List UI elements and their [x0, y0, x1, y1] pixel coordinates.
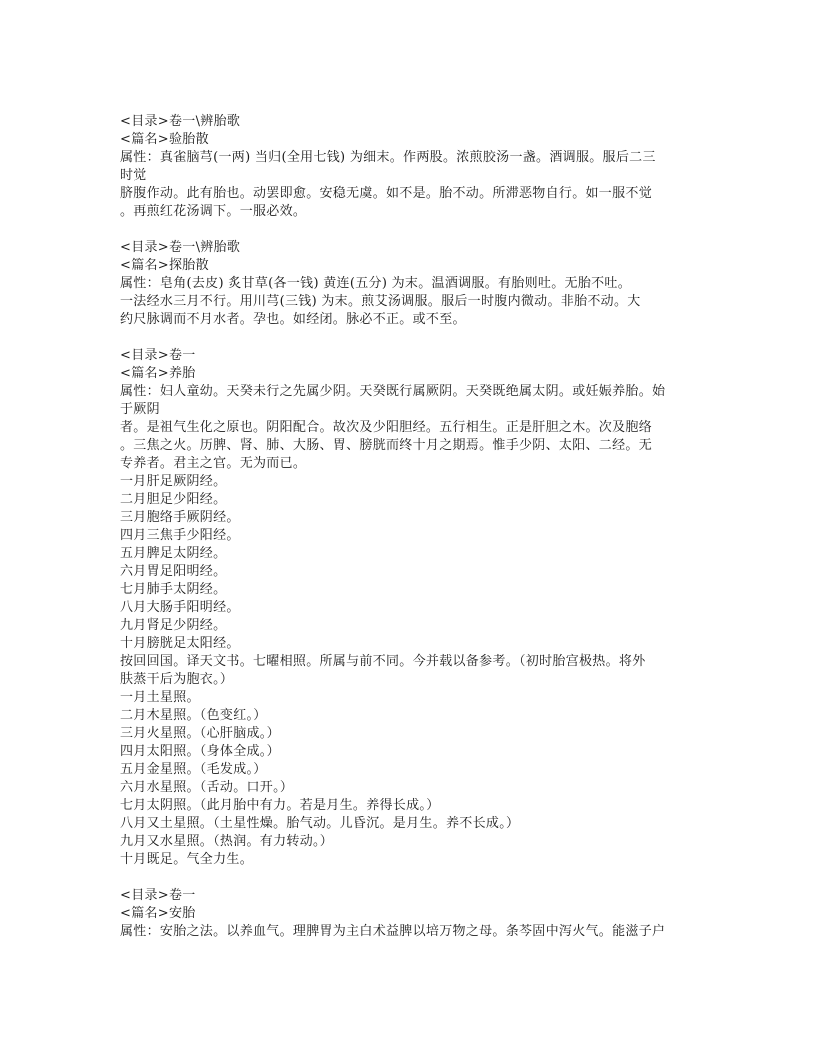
section-title: <篇名>探胎散 [120, 258, 209, 273]
month-star-line: 九月又水星照。（热润。有力转动。） [120, 834, 334, 849]
catalog-line: <目录>卷一\辨胎歌 [120, 114, 241, 129]
section-spacer [120, 869, 740, 887]
document-page [120, 113, 740, 941]
body-line: 脐腹作动。此有胎也。动罢即愈。安稳无虞。如不是。胎不动。所滞恶物自行。如一服不觉 [120, 186, 653, 201]
month-star-line: 六月水星照。（舌动。口开。） [120, 780, 294, 795]
section-spacer [120, 221, 740, 239]
section-an-tai [120, 887, 740, 941]
body-line: 者。是祖气生化之原也。阴阳配合。故次及少阳胆经。五行相生。正是肝胆之木。次及胞络 [120, 420, 653, 435]
month-star-line: 七月太阴照。（此月胎中有力。若是月生。养得长成。） [120, 798, 440, 813]
body-line: 于厥阴 [120, 402, 160, 417]
body-line: 一法经水三月不行。用川芎(三钱) 为末。煎艾汤调服。服后一时腹内微动。非胎不动。大 [120, 294, 641, 309]
month-star-line: 二月木星照。（色变红。） [120, 708, 267, 723]
month-meridian-line: 五月脾足太阴经。 [120, 546, 227, 561]
body-line: 约尺脉调而不月水者。孕也。如经闭。脉必不正。或不至。 [120, 312, 466, 327]
body-line: 。三焦之火。历脾、肾、肺、大肠、胃、膀胱而终十月之期焉。惟手少阴、太阳、二经。无 [120, 438, 653, 453]
body-line: 属性：妇人童幼。天癸未行之先属少阴。天癸既行属厥阴。天癸既绝属太阴。或妊娠养胎。始 [120, 384, 666, 399]
body-line: 肤蒸干后为胞衣。） [120, 672, 234, 687]
month-meridian-line: 九月肾足少阴经。 [120, 618, 227, 633]
body-line: 属性：皂角(去皮) 炙甘草(各一钱) 黄连(五分) 为末。温酒调服。有胎则吐。无胎不吐。 [120, 276, 632, 291]
body-line: 专养者。君主之官。无为而已。 [120, 456, 307, 471]
month-star-line: 十月既足。气全力生。 [120, 852, 254, 867]
month-meridian-line: 四月三焦手少阳经。 [120, 528, 240, 543]
section-title: <篇名>安胎 [120, 906, 196, 921]
body-line: 。再煎红花汤调下。一服必效。 [120, 204, 307, 219]
section-tan-tai-san [120, 239, 740, 329]
section-spacer [120, 329, 740, 347]
body-line: 属性：真雀脑芎(一两) 当归(全用七钱) 为细末。作两股。浓煎胶汤一盏。酒调服。服后二三 [120, 150, 656, 165]
month-meridian-line: 三月胞络手厥阴经。 [120, 510, 240, 525]
month-meridian-line: 六月胃足阳明经。 [120, 564, 227, 579]
section-yan-tai-san [120, 113, 740, 221]
section-title: <篇名>验胎散 [120, 132, 209, 147]
month-meridian-line: 一月肝足厥阴经。 [120, 474, 227, 489]
month-star-line: 三月火星照。（心肝脑成。） [120, 726, 280, 741]
catalog-line: <目录>卷一 [120, 348, 196, 363]
month-star-line: 五月金星照。（毛发成。） [120, 762, 267, 777]
body-line: 时觉 [120, 168, 147, 183]
section-title: <篇名>养胎 [120, 366, 196, 381]
month-star-line: 八月又土星照。（土星性燥。胎气动。儿昏沉。是月生。养不长成。） [120, 816, 520, 831]
month-meridian-line: 十月膀胱足太阳经。 [120, 636, 240, 651]
catalog-line: <目录>卷一 [120, 888, 196, 903]
month-meridian-line: 二月胆足少阳经。 [120, 492, 227, 507]
month-meridian-line: 七月肺手太阴经。 [120, 582, 227, 597]
catalog-line: <目录>卷一\辨胎歌 [120, 240, 241, 255]
month-meridian-line: 八月大肠手阳明经。 [120, 600, 240, 615]
body-line: 属性：安胎之法。以养血气。理脾胃为主白术益脾以培万物之母。条芩固中泻火气。能滋子户 [120, 924, 666, 939]
body-line: 按回回国。译天文书。七曜相照。所属与前不同。今并载以备参考。（初时胎宫极热。将外 [120, 654, 646, 669]
month-star-line: 一月土星照。 [120, 690, 200, 705]
section-yang-tai [120, 347, 740, 869]
month-star-line: 四月太阳照。（身体全成。） [120, 744, 280, 759]
